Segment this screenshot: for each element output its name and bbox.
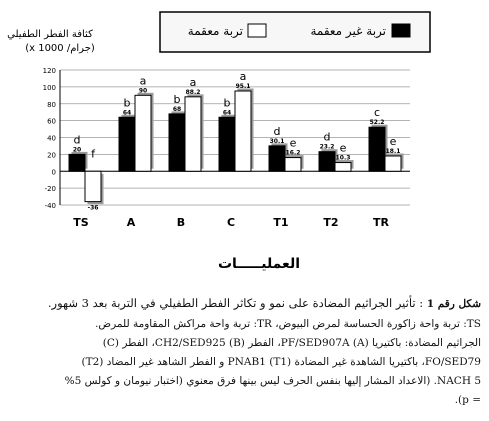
significance-letter: a	[139, 74, 147, 88]
data-label: 18.1	[385, 147, 401, 155]
significance-letter: d	[273, 124, 281, 138]
y-tick-label: 0	[51, 168, 56, 177]
x-tick-label: B	[176, 216, 186, 229]
bar	[369, 127, 385, 171]
data-label: 52.2	[369, 119, 385, 127]
x-tick-label: C	[226, 216, 236, 229]
legend-label-nonsterile: تربة غير معقمة	[310, 24, 386, 38]
figure-caption-label: شكل رقم 1	[426, 298, 481, 310]
y-tick-label: 20	[47, 151, 56, 160]
bar	[69, 154, 85, 171]
data-label: 10.3	[335, 154, 351, 162]
data-label: 64	[222, 109, 232, 117]
y-tick-label: 100	[42, 83, 56, 92]
bars	[69, 70, 404, 212]
significance-letter: e	[289, 136, 297, 150]
data-label: 64	[122, 109, 132, 117]
significance-letter: e	[389, 134, 397, 148]
x-tick-label: T2	[323, 216, 339, 229]
significance-letter: c	[373, 106, 381, 120]
figure-caption-title	[48, 296, 481, 310]
x-tick-label: TR	[373, 216, 389, 229]
y-tick-label: 120	[42, 67, 56, 75]
data-label: -36	[87, 204, 99, 212]
data-label: 30.1	[269, 137, 285, 145]
y-tick-labels	[43, 67, 56, 210]
figure-caption-text: : تأثير الجراثيم المضادة على نمو و تكاثر الفطر الطفيلي في التربة بعد 3 شهور.	[47, 296, 424, 310]
y-axis-title-line1: كثافة الفطر الطفيلي	[7, 29, 93, 40]
bar	[269, 146, 285, 171]
x-axis-title: العمليـــــات	[217, 256, 301, 272]
legend-swatch-sterile	[248, 24, 266, 37]
y-tick-label: -20	[44, 185, 56, 194]
significance-letter: a	[239, 70, 247, 84]
bar	[119, 117, 135, 171]
y-axis-title	[7, 29, 95, 54]
data-label: 20	[72, 146, 82, 154]
caption-line-4: NACH 5. (الاعداد المشار إليها بنفس الحرف ليس بينها فرق معنوي (اختبار نيومان و كولس 5%	[64, 375, 481, 387]
data-label: 16.2	[285, 149, 301, 157]
y-tick-label: 40	[47, 134, 56, 143]
significance-letter: b	[223, 96, 231, 110]
bar	[319, 152, 335, 172]
x-tick-labels	[73, 216, 389, 229]
significance-letter: e	[339, 141, 347, 155]
bar	[135, 95, 151, 171]
legend-label-sterile: تربة معقمة	[187, 24, 243, 38]
data-label: 68	[172, 105, 182, 113]
x-tick-label: T1	[273, 216, 289, 229]
caption-line-2: الجراثيم المضادة: باكتيريا (A) PF/SED907A، الفطر CH2/SED925 (B)، الفطر (C)	[102, 337, 481, 349]
significance-letter: d	[73, 133, 81, 147]
bar	[285, 158, 301, 172]
significance-letter: f	[91, 147, 95, 161]
y-axis-title-line2: (x 1000 /جرام)	[25, 43, 95, 54]
y-tick-label: -40	[44, 202, 56, 210]
significance-letter: b	[123, 96, 131, 110]
x-tick-label: TS	[73, 216, 89, 229]
bar	[385, 156, 401, 171]
caption-line-3: FO/SED79، باكتيريا الشاهدة غير المضادة PNAB1 (T1) و الفطر الشاهد غير المضاد (T2)	[81, 356, 481, 368]
significance-letter: d	[323, 130, 331, 144]
data-label: 90	[138, 87, 148, 95]
bar	[185, 97, 201, 171]
y-tick-label: 60	[47, 117, 56, 126]
significance-letter: b	[173, 92, 181, 106]
data-label: 95.1	[235, 83, 251, 91]
y-tick-label: 80	[47, 100, 56, 109]
data-label: 23.2	[319, 143, 335, 151]
data-label: 88.2	[185, 88, 201, 96]
x-tick-label: A	[126, 216, 136, 229]
legend	[160, 12, 430, 52]
caption-line-5: = p).	[454, 394, 481, 406]
bar	[219, 117, 235, 171]
significance-letter: a	[189, 75, 197, 89]
caption-line-1: TS: تربة واحة زاكورة الحساسة لمرض البيوض، TR: تربة واحة مراكش المقاومة للمرض.	[95, 318, 481, 330]
bar	[235, 91, 251, 171]
bar	[85, 171, 101, 201]
bar	[335, 163, 351, 172]
legend-swatch-nonsterile	[392, 24, 410, 37]
bar	[169, 114, 185, 171]
